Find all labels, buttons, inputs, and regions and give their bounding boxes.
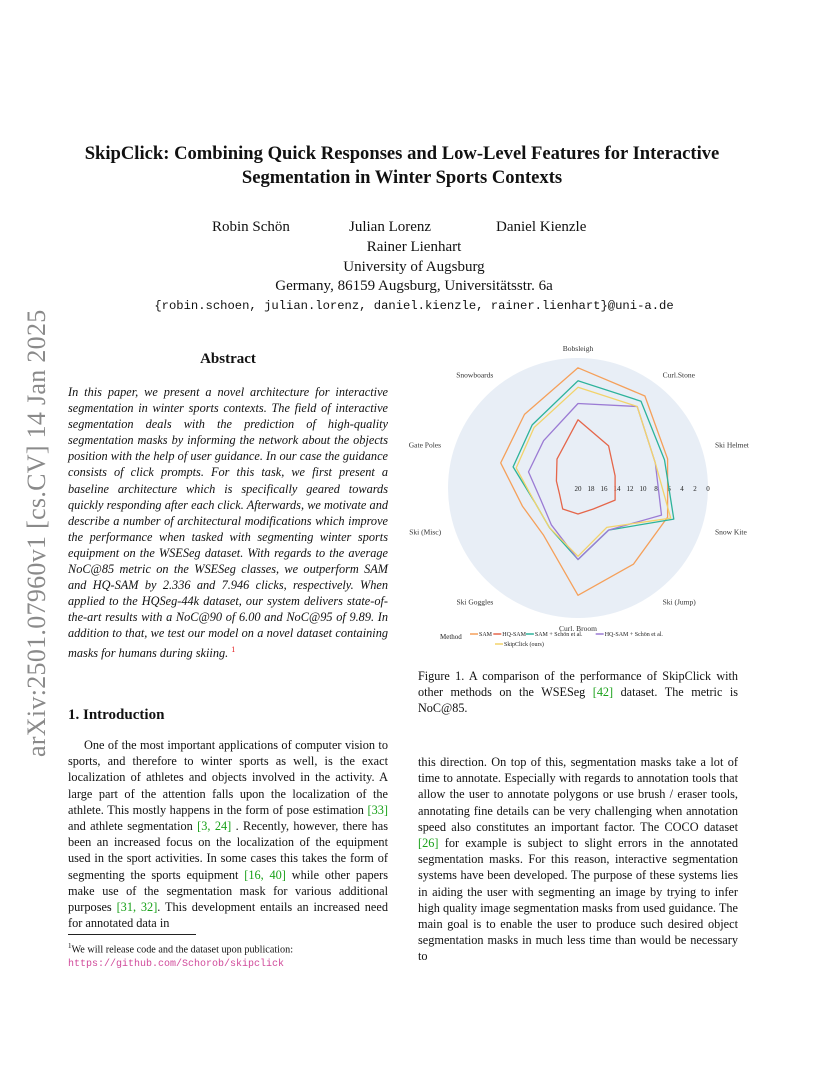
radial-tick-label: 12 [626,485,634,493]
text-run: for example is subject to slight errors in the annotated segmentation masks. For this reason, interactive segmentation systems have been developed. The purpose of these systems lies in aiding the user with segmenting an image by trying to infer high quality image segmentation masks from used guidance. The main goal is to enable the user to produce such desired object segmentation masks in much less time than would be necessary to [418,836,738,964]
radar-chart-figure [408,344,749,658]
author-name: Julian Lorenz [349,219,432,235]
arxiv-side-stamp: arXiv:2501.07960v1 [cs.CV] 14 Jan 2025 [22,309,51,757]
paper-title: SkipClick: Combining Quick Responses and Low-Level Features for Interactive Segmentation in Winter Sports Contexts [84,143,720,188]
citation-link[interactable]: [16, 40] [244,867,286,882]
radial-tick-label: 2 [693,485,697,493]
radial-tick-label: 4 [680,485,684,493]
text-run: while other papers make use of the segmentation mask for various additional purposes [68,867,388,915]
radial-tick-label: 10 [639,485,647,493]
legend-entry: SAM + Schön et al. [534,632,583,638]
text-run: . This development entails an increased need for annotated data in [68,900,388,931]
axis-category-label: Snow Kite [714,527,747,537]
footnote-divider [68,934,196,935]
axis-category-label: Ski Helmet [714,440,749,450]
caption-text: dataset. The metric is NoC@85. [418,685,738,715]
radial-tick-label: 16 [600,485,608,493]
axis-category-label: Bobsleigh [562,344,594,353]
author-name: Rainer Lienhart [366,239,462,255]
axis-category-label: Ski (Misc) [409,527,442,537]
radial-tick-label: 0 [706,485,710,493]
citation-link[interactable]: [31, 32] [116,900,158,915]
citation-link[interactable]: [42] [592,685,614,699]
legend-entry: HQ-SAM [502,632,526,638]
text-run: and athlete segmentation [68,819,198,834]
radial-tick-label: 14 [613,485,621,493]
radial-tick-label: 18 [587,485,595,493]
introduction-paragraph [68,737,388,931]
citation-link[interactable]: [33] [367,802,388,817]
citation-link[interactable]: [3, 24] [197,819,232,834]
address: Germany, 86159 Augsburg, Universitätsstr. 6a [275,278,553,294]
citation-link[interactable]: [26] [418,836,439,851]
text-run: . Recently, however, there has been an increased focus on the localization of the equipment used in the sport activities. In some cases this takes the form of segmenting the sports equipment [68,819,388,882]
legend-title: Method [440,633,462,641]
author-emails: {robin.schoen, julian.lorenz, daniel.kienzle, rainer.lienhart}@uni-a.de [154,299,674,313]
author-name: Daniel Kienzle [496,219,587,235]
legend-entry: SAM [479,632,493,638]
radial-tick-label: 20 [574,485,582,493]
footnote-text: We will release code and the dataset upon publication: [71,944,294,956]
caption-text: Figure 1. A comparison of the performance of SkipClick with other methods on the WSESeg [418,669,738,699]
legend-entry: HQ-SAM + Schön et al. [604,632,663,638]
footnote [68,940,390,971]
abstract-text [68,384,388,661]
introduction-paragraph-continued [418,754,738,965]
figure-caption [418,668,738,716]
author-name: Robin Schön [212,219,290,235]
axis-category-label: Curl. Broom [559,624,597,633]
abstract-heading: Abstract [200,351,256,367]
axis-category-label: Gate Poles [408,440,442,450]
axis-category-label: Ski Goggles [456,597,494,607]
legend-entry: SkipClick (ours) [504,642,544,648]
axis-category-label: Curl.Stone [662,370,695,380]
radar-chart [408,344,749,658]
axis-category-label: Snowboards [456,370,494,380]
affiliation: University of Augsburg [343,259,485,275]
section-heading-introduction: 1. Introduction [68,707,165,723]
footnote-marker[interactable]: 1 [231,644,236,654]
text-run: this direction. On top of this, segmentation masks take a lot of time to annotate. Especially with regards to annotation tools that allow the user to annotate polygons or use brush / eraser tools, annotating fine details can be very challenging when annotation speed also constitutes an important factor. The COCO dataset [418,755,738,834]
radial-tick-label: 8 [654,485,658,493]
footnote-number: 1 [68,942,72,950]
text-run: One of the most important applications of computer vision to sports, and therefore to winter sports as well, is the exact localization of athletes and objects involved in the activity. A large part of the attention falls upon the localization of the athlete. This mostly happens in the form of pose estimation [68,738,388,817]
abstract-paragraph: In this paper, we present a novel architecture for interactive segmentation in winter sports contexts. The field of interactive segmentation deals with the prediction of high-quality segmentation masks by informing the network about the objects position with the help of user guidance. In our case the guidance consists of click prompts. For this task, we first present a baseline architecture which is specifically geared towards quickly responding after each click. Afterwards, we motivate and describe a number of architectural modifications which improve the performance when tasked with segmenting winter sports equipment on the WSESeg dataset. With regards to the average NoC@85 metric on the WSESeg classes, we outperform SAM and HQ-SAM by 2.336 and 7.946 clicks, respectively. When applied to the HQSeg-44k dataset, our system delivers state-of-the-art results with a NoC@90 of 6.00 and NoC@95 of 9.89. In addition to that, we test our model on a novel dataset containing masks for humans during skiing. [68,385,388,660]
footnote-link[interactable]: https://github.com/Schorob/skipclick [68,958,285,970]
axis-category-label: Ski (Jump) [662,597,696,607]
radial-tick-label: 6 [667,485,671,493]
